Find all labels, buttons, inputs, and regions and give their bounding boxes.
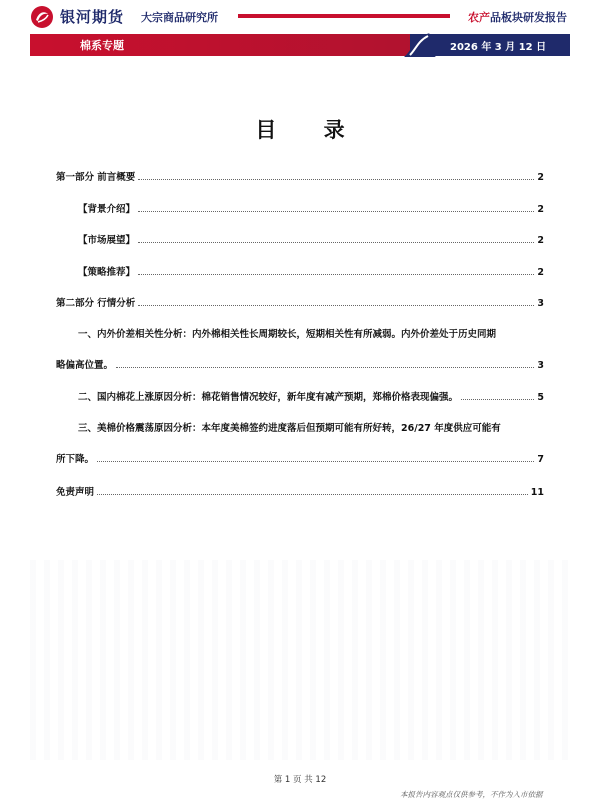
swirl-icon (400, 31, 440, 59)
brand-name: 银河期货 (60, 8, 125, 26)
toc-entry-text: 略偏高位置。 (56, 360, 114, 371)
header-divider (238, 14, 450, 18)
background-texture (30, 560, 570, 760)
toc-page-number: 3 (537, 360, 544, 371)
toc-page-number: 2 (537, 235, 544, 246)
toc-entry-text: 【策略推荐】 (78, 267, 136, 278)
galaxy-logo-icon (30, 5, 54, 29)
toc-entry-outlook[interactable] (78, 232, 544, 246)
report-type-rest: 品板块研发报告 (490, 11, 567, 24)
toc-entry-part1[interactable] (56, 169, 544, 183)
footer-disclaimer: 本报告内容观点仅供参考，不作为入市依据 (400, 790, 543, 799)
toc-entry-text: 【市场展望】 (78, 235, 136, 246)
toc-leader (138, 274, 534, 275)
toc-page-number: 7 (537, 454, 544, 465)
toc-entry-text: 所下降。 (56, 454, 95, 465)
toc-entry-strategy[interactable] (78, 264, 544, 278)
report-type (468, 9, 567, 25)
toc-leader (138, 211, 534, 212)
toc-entry-section2[interactable] (78, 389, 544, 403)
toc-entry-section1-line1[interactable]: 一、内外价差相关性分析：内外棉相关性长周期较长，短期相关性有所减弱。内外价差处于历史同期 (78, 329, 497, 340)
toc-page-number: 5 (537, 392, 544, 403)
toc-entry-text: 第二部分 行情分析 (56, 298, 136, 309)
toc-entry-text: 免责声明 (56, 487, 95, 498)
toc-entry-part2[interactable] (56, 295, 544, 309)
toc-entry-text: 二、国内棉花上涨原因分析：棉花销售情况较好，新年度有减产预期，郑棉价格表现偏强。 (78, 392, 459, 403)
page-header (0, 0, 600, 62)
header-band (30, 34, 570, 56)
toc-entry-text: 第一部分 前言概要 (56, 172, 136, 183)
report-topic: 棉系专题 (80, 39, 124, 52)
toc-leader (97, 461, 534, 462)
toc-entry-section3[interactable] (56, 451, 544, 465)
toc-leader (138, 242, 534, 243)
toc-leader (138, 179, 534, 180)
toc-page-number: 2 (537, 204, 544, 215)
toc-leader (138, 305, 534, 306)
toc-entry-text: 【背景介绍】 (78, 204, 136, 215)
toc-entry-background[interactable] (78, 201, 544, 215)
page-counter: 第 1 页 共 12 (273, 775, 327, 785)
toc-entry-disclaimer[interactable] (56, 484, 544, 498)
toc-leader (116, 367, 534, 368)
report-date: 2026 年 3 月 12 日 (450, 42, 547, 53)
toc-page-number: 2 (537, 267, 544, 278)
toc-page-number: 3 (537, 298, 544, 309)
institute-name: 大宗商品研究所 (141, 11, 218, 24)
toc-page-number: 2 (537, 172, 544, 183)
toc-title: 目 录 (255, 118, 365, 142)
toc-entry-section1[interactable] (56, 357, 544, 371)
toc-leader (97, 494, 528, 495)
toc-entry-section3-line1[interactable]: 三、美棉价格震荡原因分析：本年度美棉签约进度落后但预期可能有所好转，26/27 年度供应可能有 (78, 423, 501, 434)
toc-page-number: 11 (530, 487, 544, 498)
report-type-prefix: 农产 (468, 11, 490, 24)
toc-leader (461, 399, 534, 400)
